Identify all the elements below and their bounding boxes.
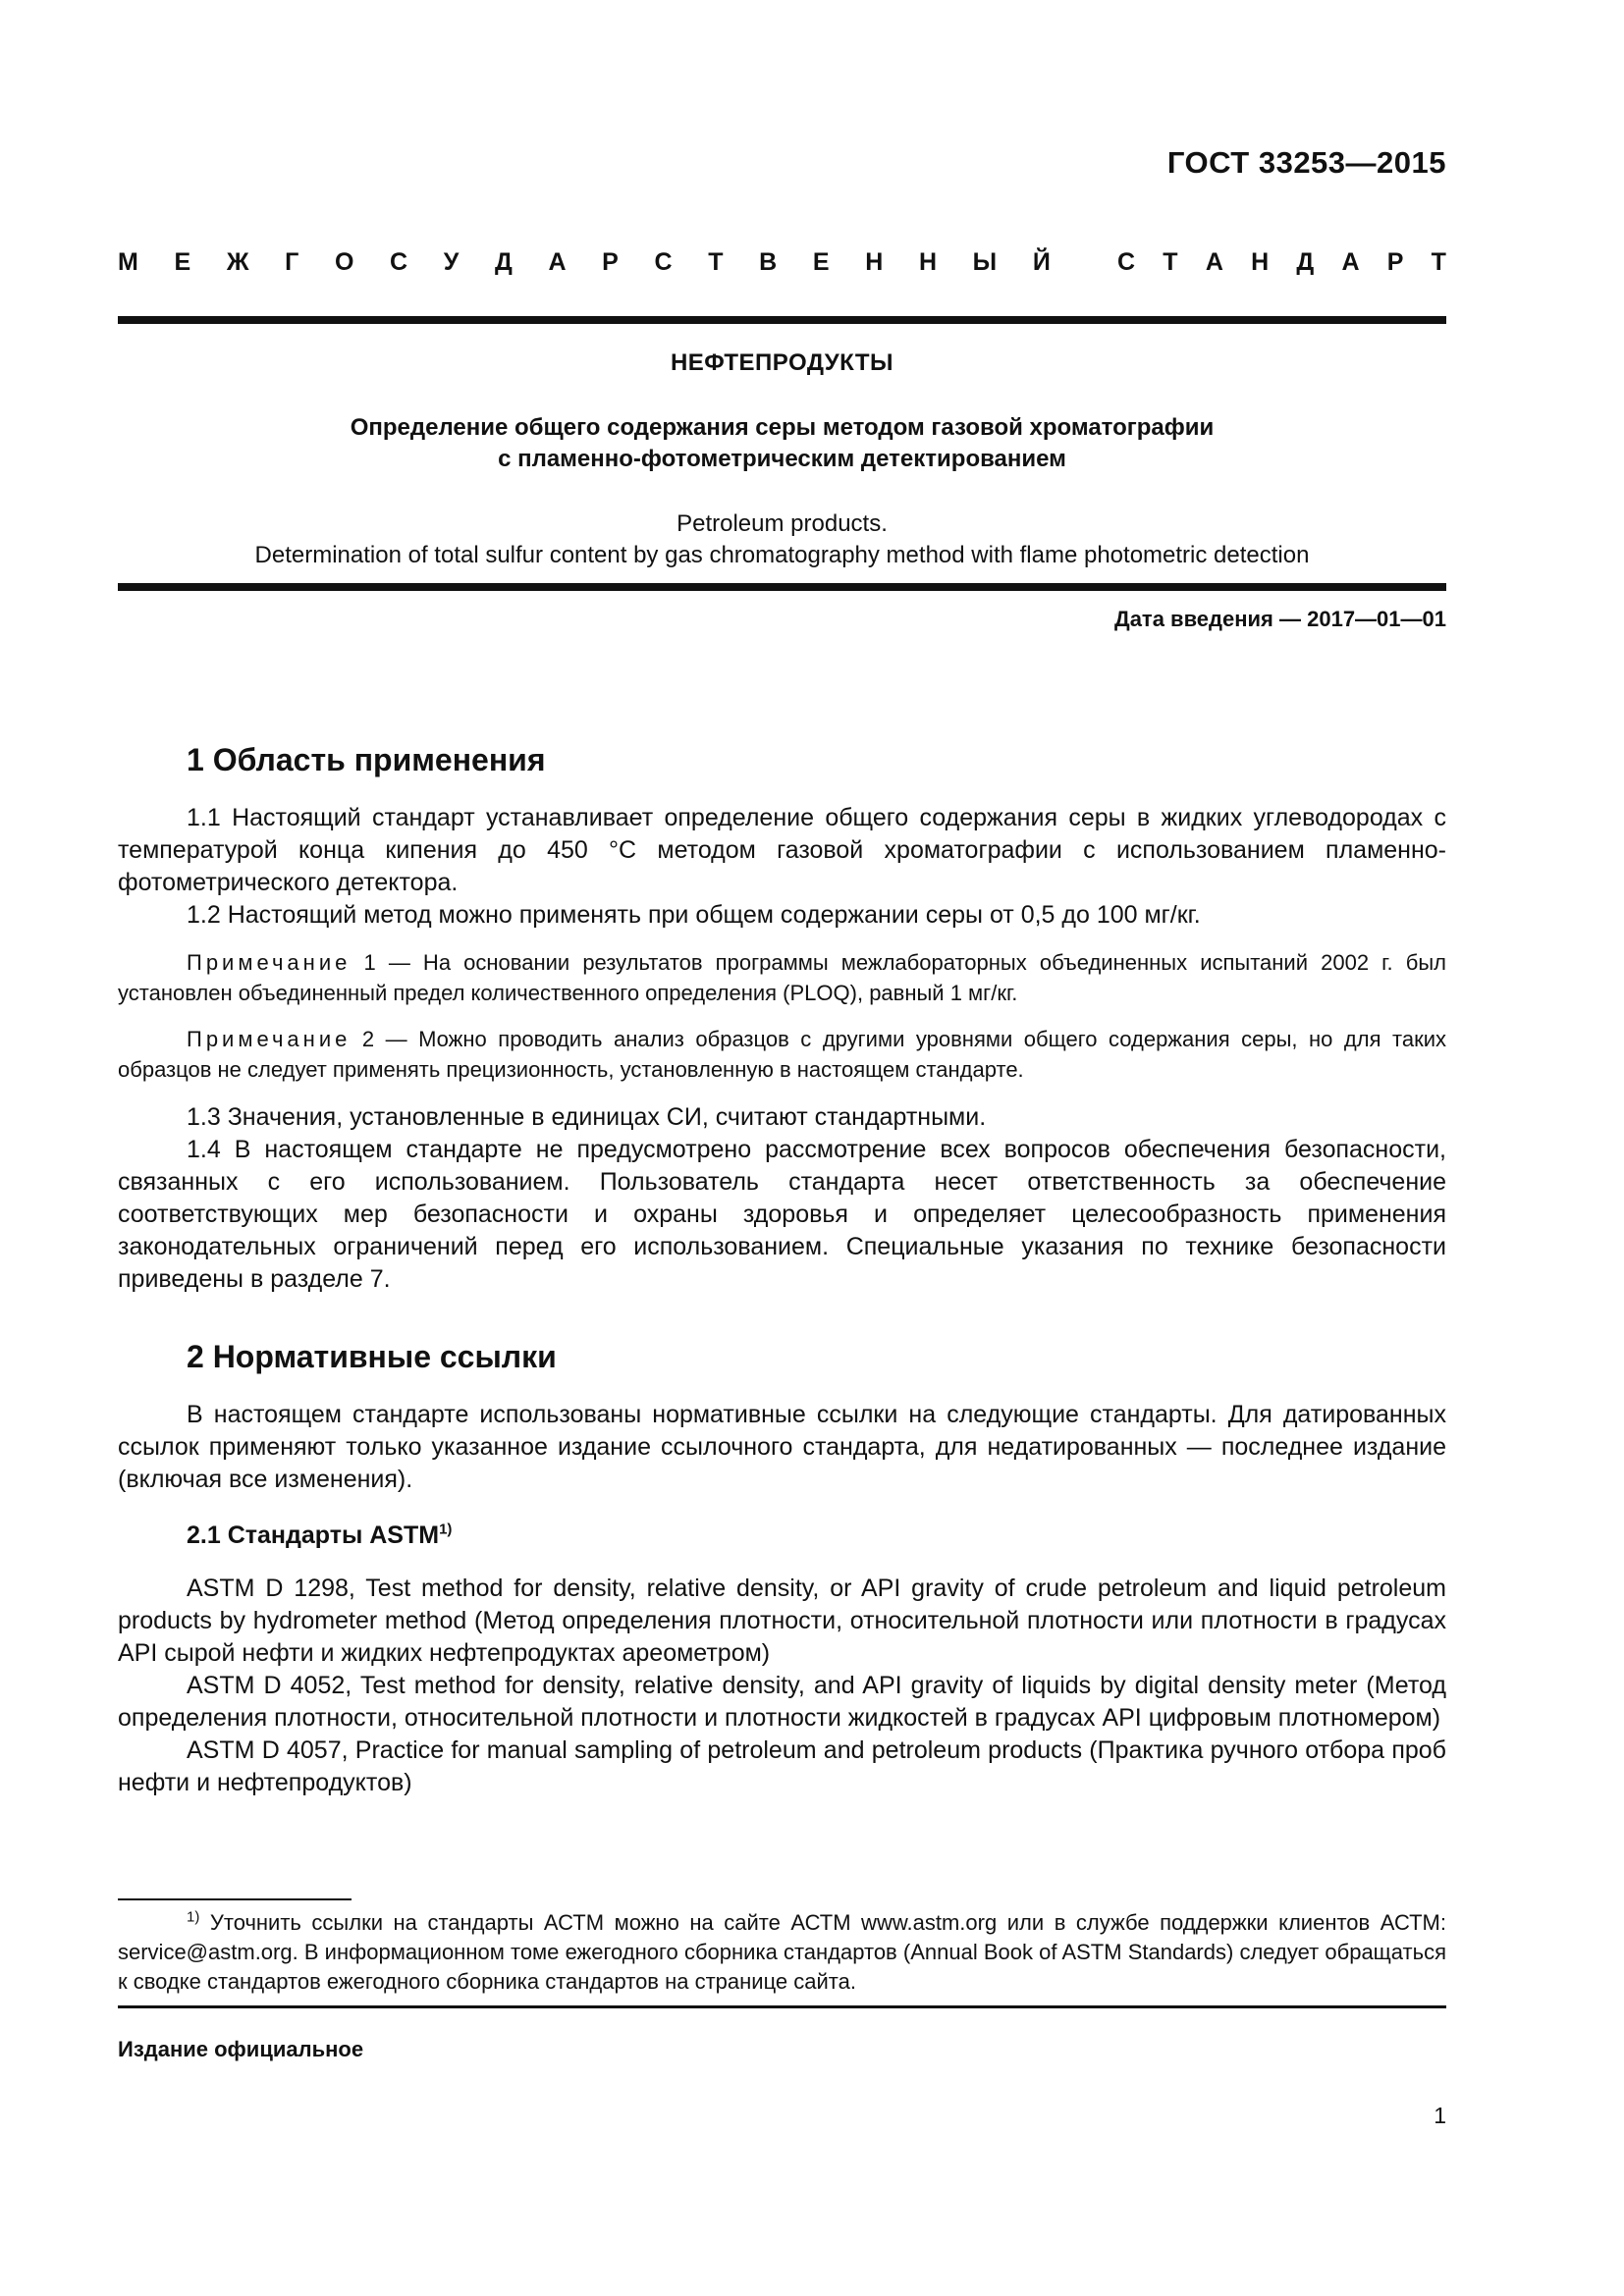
category-left-letter: Н xyxy=(865,248,884,276)
category-right-letter: А xyxy=(1341,248,1360,276)
category-right xyxy=(1117,248,1446,277)
paragraph-1-3: 1.3 Значения, установленные в единицах СИ, считают стандартными. xyxy=(187,1103,987,1131)
category-left-letter: Й xyxy=(1032,248,1051,276)
footnote xyxy=(118,1908,1446,1997)
category-right-letter: Д xyxy=(1296,248,1315,276)
section-1-body xyxy=(118,802,1446,932)
document-title: НЕФТЕПРОДУКТЫ xyxy=(670,349,894,376)
category-left-letter: Д xyxy=(494,248,513,276)
subsection-2-1-heading xyxy=(187,1522,452,1550)
english-title xyxy=(118,508,1446,571)
category-right-letter: Т xyxy=(1163,248,1178,276)
reference-astm-d1298: ASTM D 1298, Test method for density, relative density, or API gravity of crude petroleum and liquid petroleum products by hydrometer method (Метод определения плотности, относительной плотности или плотности в градусах API сырой нефти и жидких нефтепродуктах ареометром) xyxy=(118,1575,1446,1667)
category-left-letter: У xyxy=(443,248,460,276)
document-number: ГОСТ 33253—2015 xyxy=(1166,145,1446,180)
page-number: 1 xyxy=(1434,2103,1446,2128)
footnote-text: Уточнить ссылки на стандарты АСТМ можно на сайте АСТМ www.astm.org или в службе поддержки клиентов АСТМ: service@astm.org. В информационном томе ежегодного сборника стандартов (Annual Book of ASTM Standards) следует обращаться к сводке стандартов ежегодного сборника стандартов на странице сайта. xyxy=(118,1910,1446,1994)
section-1-body-continued xyxy=(118,1101,1446,1296)
note-1-label: Примечание xyxy=(187,950,352,975)
footnote-separator xyxy=(118,1898,352,1900)
category-right-letter: Т xyxy=(1431,248,1446,276)
footer-rule xyxy=(118,2005,1446,2008)
paragraph-1-1: 1.1 Настоящий стандарт устанавливает определение общего содержания серы в жидких углеводородах с температурой конца кипения до 450 °С методом газовой хроматографии с использованием пламенно-фотометрического детектора. xyxy=(118,804,1446,896)
category-left-letter: Н xyxy=(918,248,938,276)
english-title-line-2: Determination of total sulfur content by gas chromatography method with flame photometric detection xyxy=(254,542,1310,568)
title-bottom-rule xyxy=(118,583,1446,591)
category-left-letter: Е xyxy=(812,248,830,276)
top-rule xyxy=(118,316,1446,324)
subsection-2-1-title: 2.1 Стандарты ASTM xyxy=(187,1522,440,1549)
category-right-letter: Р xyxy=(1386,248,1404,276)
standard-category xyxy=(118,248,1446,277)
category-left-letter: Ы xyxy=(972,248,998,276)
paragraph-1-4: 1.4 В настоящем стандарте не предусмотрено рассмотрение всех вопросов обеспечения безопасности, связанных с его использованием. Пользователь стандарта несет ответственность за обеспечение соответствующих мер безопасности и охраны здоровья и определяет целесообразность применения законодательных ограничений перед его использованием. Специальные указания по технике безопасности приведены в разделе 7. xyxy=(118,1136,1446,1293)
category-left-letter: Е xyxy=(174,248,191,276)
section-2-intro-paragraph: В настоящем стандарте использованы нормативные ссылки на следующие стандарты. Для датированных ссылок применяют только указанное издание ссылочного стандарта, для недатированных — последнее издание (включая все изменения). xyxy=(118,1401,1446,1493)
category-left-letter: А xyxy=(548,248,567,276)
category-left-letter: Ж xyxy=(226,248,249,276)
paragraph-1-2: 1.2 Настоящий метод можно применять при общем содержании серы от 0,5 до 100 мг/кг. xyxy=(187,901,1201,929)
footnote-reference[interactable]: 1) xyxy=(439,1521,453,1538)
note-1 xyxy=(118,947,1446,1008)
english-title-line-1: Petroleum products. xyxy=(677,510,888,537)
category-left-letter: М xyxy=(118,248,138,276)
category-left-letter: В xyxy=(759,248,778,276)
reference-astm-d4057: ASTM D 4057, Practice for manual sampling of petroleum and petroleum products (Практика ручного отбора проб нефти и нефтепродуктов) xyxy=(118,1736,1446,1796)
note-1-text: 1 — На основании результатов программы межлабораторных объединенных испытаний 2002 г. был установлен объединенный предел количественного определения (PLOQ), равный 1 мг/кг. xyxy=(118,950,1446,1005)
category-right-letter: С xyxy=(1117,248,1136,276)
category-right-letter: Н xyxy=(1251,248,1270,276)
section-2-heading: 2 Нормативные ссылки xyxy=(187,1339,557,1374)
category-left xyxy=(118,248,1051,277)
category-left-letter: Т xyxy=(708,248,724,276)
category-left-letter: О xyxy=(334,248,354,276)
category-left-letter: Г xyxy=(285,248,299,276)
subtitle-line-1: Определение общего содержания серы методом газовой хроматографии xyxy=(350,414,1215,441)
category-right-letter: А xyxy=(1205,248,1223,276)
reference-astm-d4052: ASTM D 4052, Test method for density, relative density, and API gravity of liquids by digital density meter (Метод определения плотности, относительной плотности и плотности жидкостей в градусах API цифровым плотномером) xyxy=(118,1672,1446,1732)
section-2-intro xyxy=(118,1399,1446,1496)
footnote-marker: 1) xyxy=(187,1908,200,1926)
category-left-letter: С xyxy=(390,248,408,276)
category-left-letter: Р xyxy=(602,248,619,276)
edition-label: Издание официальное xyxy=(118,2037,364,2061)
subtitle-line-2: с пламенно-фотометрическим детектированием xyxy=(498,446,1066,472)
document-subtitle xyxy=(118,412,1446,475)
section-1-heading: 1 Область применения xyxy=(187,742,546,777)
note-2-text: 2 — Можно проводить анализ образцов с другими уровнями общего содержания серы, но для таких образцов не следует применять прецизионность, установленную в настоящем стандарте. xyxy=(118,1027,1446,1082)
note-2-label: Примечание xyxy=(187,1027,352,1051)
astm-references xyxy=(118,1573,1446,1799)
introduction-date: Дата введения — 2017—01—01 xyxy=(1114,607,1446,631)
note-2 xyxy=(118,1024,1446,1085)
category-left-letter: С xyxy=(654,248,673,276)
